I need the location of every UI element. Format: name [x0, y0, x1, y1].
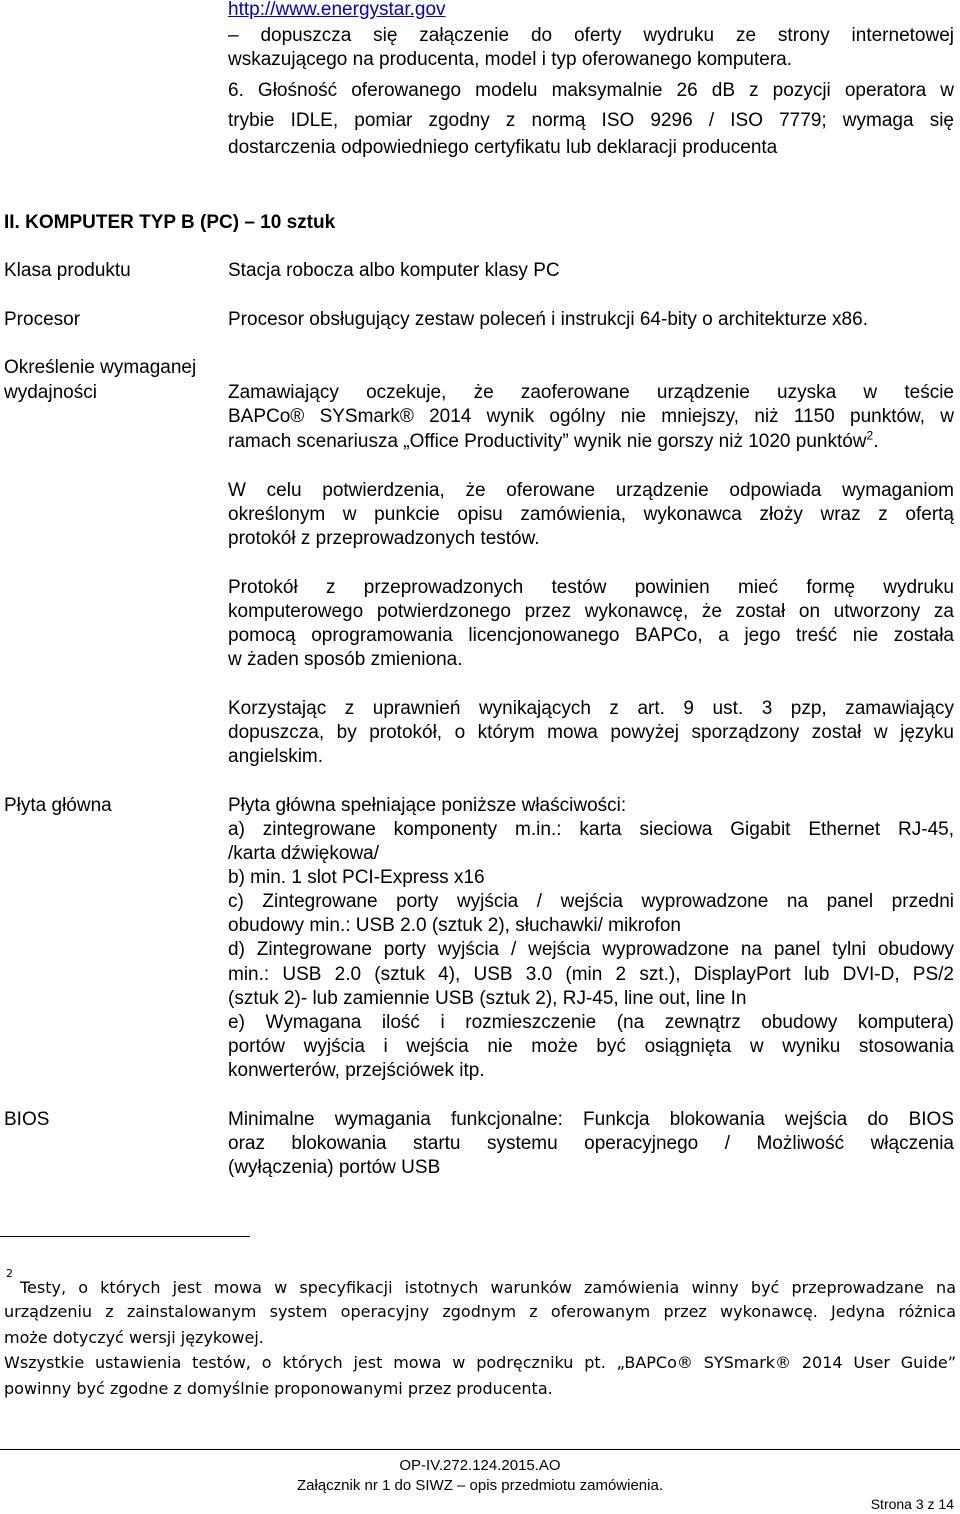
wydajnosc-p3-line-2: komputerowego potwierdzonego przez wykonawcę, że został on utworzony za [228, 601, 954, 622]
wydajnosc-p1-line-3-text: ramach scenariusza „Office Productivity” wynik nie gorszy niż 1020 punktów [228, 431, 867, 452]
footnote-line-1: Testy, o których jest mowa w specyfikacji istotnych warunków zamówienia winny być przeprowadzane na [20, 1278, 956, 1297]
plyta-label: Płyta główna [4, 795, 112, 816]
plyta-line-10: e) Wymagana ilość i rozmieszczenie (na zewnątrz obudowy komputera) [228, 1012, 954, 1033]
dash-item-line-2: wskazującego na producenta, model i typ oferowanego komputera. [228, 49, 793, 70]
item6-line-3: dostarczenia odpowiedniego certyfikatu lub deklaracji producenta [228, 137, 778, 158]
wydajnosc-p2-line-2: określonym w punkcie opisu zamówienia, wykonawca złoży wraz z ofertą [228, 504, 954, 525]
procesor-label: Procesor [4, 309, 81, 330]
footnote-separator [0, 1236, 250, 1237]
wydajnosc-label-2: wydajności [4, 382, 97, 403]
wydajnosc-p1-end: . [873, 431, 879, 452]
bios-label: BIOS [4, 1109, 50, 1130]
wydajnosc-p1-line-1: Zamawiający oczekuje, że zaoferowane urządzenie uzyska w teście [228, 382, 954, 403]
bios-line-2: oraz blokowania startu systemu operacyjnego / Możliwość włączenia [228, 1133, 954, 1154]
plyta-line-12: konwerterów, przejściówek itp. [228, 1060, 485, 1081]
footnote-number: 2 [6, 1267, 13, 1280]
plyta-line-2: a) zintegrowane komponenty m.in.: karta sieciowa Gigabit Ethernet RJ-45, [228, 819, 954, 840]
wydajnosc-label-1: Określenie wymaganej [4, 357, 197, 378]
klasa-value: Stacja robocza albo komputer klasy PC [228, 260, 560, 281]
plyta-line-7: d) Zintegrowane porty wyjścia / wejścia wyprowadzone na panel tylni obudowy [228, 939, 954, 960]
footnote-line-5: powinny być zgodne z domyślnie proponowanymi przez producenta. [4, 1379, 553, 1398]
wydajnosc-p2-line-3: protokół z przeprowadzonych testów. [228, 528, 540, 549]
item6-line-2: trybie IDLE, pomiar zgodny z normą ISO 9296 / ISO 7779; wymaga się [228, 110, 954, 131]
plyta-line-4: b) min. 1 slot PCI-Express x16 [228, 867, 485, 888]
plyta-line-6: obudowy min.: USB 2.0 (sztuk 2), słuchawki/ mikrofon [228, 915, 682, 936]
wydajnosc-p1-line-3 [228, 430, 879, 454]
procesor-value: Procesor obsługujący zestaw poleceń i instrukcji 64-bity o architekturze x86. [228, 309, 868, 330]
klasa-label: Klasa produktu [4, 260, 131, 281]
footer-attachment: Załącznik nr 1 do SIWZ – opis przedmiotu zamówienia. [297, 1477, 663, 1494]
plyta-line-8: min.: USB 2.0 (sztuk 4), USB 3.0 (min 2 szt.), DisplayPort lub DVI-D, PS/2 [228, 964, 954, 985]
wydajnosc-p4-line-2: dopuszcza, by protokół, o którym mowa powyżej sporządzony został w języku [228, 722, 954, 743]
footnote-line-3: może dotyczyć wersji językowej. [4, 1328, 264, 1347]
section-title: II. KOMPUTER TYP B (PC) – 10 sztuk [4, 212, 336, 233]
wydajnosc-p4-line-3: angielskim. [228, 746, 324, 767]
wydajnosc-p3-line-3: pomocą oprogramowania licencjonowanego BAPCo, a jego treść nie została [228, 625, 954, 646]
footnote-line-4: Wszystkie ustawienia testów, o których jest mowa w podręczniku pt. „BAPCo® SYSmark® 2014 User Guide” [4, 1353, 956, 1372]
dash-item-line-1: – dopuszcza się załączenie do oferty wydruku ze strony internetowej [228, 25, 954, 46]
plyta-line-11: portów wyjścia i wejścia nie może być osiągnięta w wyniku stosowania [228, 1036, 954, 1057]
wydajnosc-p1-line-2: BAPCo® SYSmark® 2014 wynik ogólny nie mniejszy, niż 1150 punktów, w [228, 406, 954, 427]
page-number: Strona 3 z 14 [870, 1496, 954, 1512]
plyta-line-9: (sztuk 2)- lub zamiennie USB (sztuk 2), RJ-45, line out, line In [228, 988, 747, 1009]
plyta-line-3: /karta dźwiękowa/ [228, 843, 380, 864]
plyta-line-1: Płyta główna spełniające poniższe właściwości: [228, 795, 627, 816]
wydajnosc-p2-line-1: W celu potwierdzenia, że oferowane urządzenie odpowiada wymaganiom [228, 480, 954, 501]
item6-line-1: 6. Głośność oferowanego modelu maksymalnie 26 dB z pozycji operatora w [228, 80, 954, 101]
wydajnosc-p3-line-4: w żaden sposób zmieniona. [228, 649, 463, 670]
footer-rule [0, 1449, 960, 1450]
bios-line-1: Minimalne wymagania funkcjonalne: Funkcja blokowania wejścia do BIOS [228, 1109, 954, 1130]
wydajnosc-p3-line-1: Protokół z przeprowadzonych testów powinien mieć formę wydruku [228, 577, 954, 598]
footnote-ref: 2 [866, 428, 874, 443]
footer-ref: OP-IV.272.124.2015.AO [399, 1457, 561, 1474]
wydajnosc-p4-line-1: Korzystając z uprawnień wynikających z art. 9 ust. 3 pzp, zamawiający [228, 698, 954, 719]
plyta-line-5: c) Zintegrowane porty wyjścia / wejścia wyprowadzone na panel przedni [228, 891, 954, 912]
bios-line-3: (wyłączenia) portów USB [228, 1157, 441, 1178]
footnote-line-2: urządzeniu z zainstalowanym system operacyjny zgodnym z oferowanym przez wykonawcę. Jedyna różnica [4, 1302, 956, 1321]
energystar-link[interactable]: http://www.energystar.gov [228, 0, 446, 20]
